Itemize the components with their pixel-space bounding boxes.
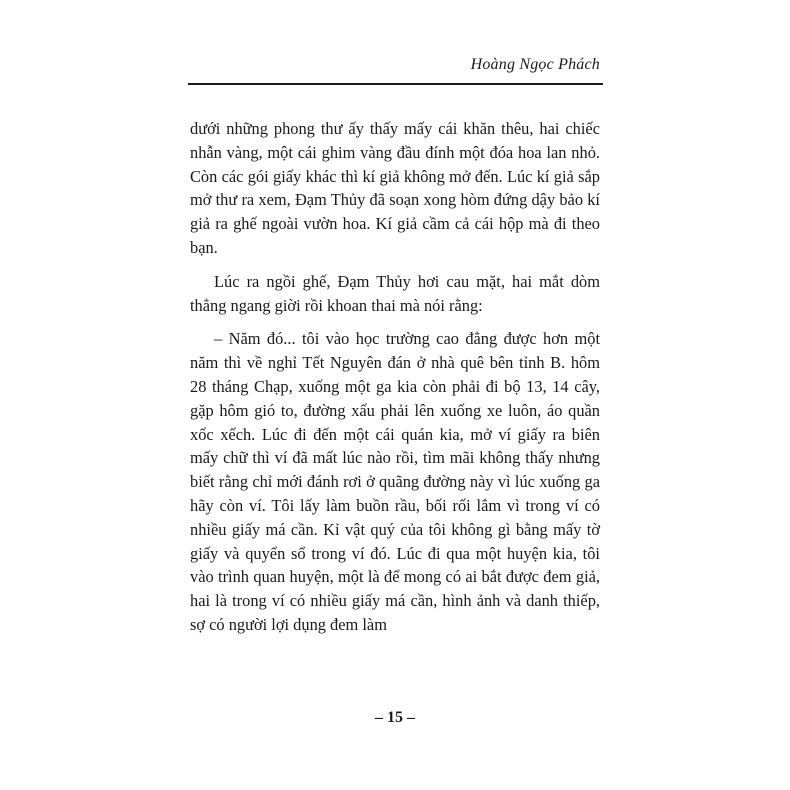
- header-rule: [188, 83, 603, 85]
- body-text: [190, 117, 600, 647]
- page-number: – 15 –: [375, 709, 415, 726]
- running-header-author: Hoàng Ngọc Phách: [470, 56, 600, 73]
- paragraph-3: – Năm đó... tôi vào học trường cao đẳng được hơn một năm thì về nghỉ Tết Nguyên đán ở nhà quê bên tỉnh B. hôm 28 tháng Chạp, xuống một ga kia còn phải đi bộ 13, 14 cây, gặp hôm gió to, đường xấu phải lên xuống xe luôn, áo quần xốc xếch. Lúc đi đến một cái quán kia, mở ví giấy ra biên mấy chữ thì ví đã mất lúc nào rồi, tìm mãi không thấy nhưng biết rằng chỉ mới đánh rơi ở quãng đường này vì lúc xuống ga hãy còn ví. Tôi lấy làm buồn rầu, bối rối lắm vì trong ví có nhiều giấy má cần. Kỉ vật quý của tôi không gì bằng mấy tờ giấy và quyển sổ trong ví đó. Lúc đi qua một huyện kia, tôi vào trình quan huyện, một là để mong có ai bắt được đem giả, hai là trong ví có nhiều giấy má cần, hình ảnh và danh thiếp, sợ có người lợi dụng đem làm: [190, 329, 600, 634]
- paragraph-1: dưới những phong thư ấy thấy mấy cái khăn thêu, hai chiếc nhẫn vàng, một cái ghim vàng đầu đính một đóa hoa lan nhỏ. Còn các gói giấy khác thì kí giả không mở đến. Lúc kí giả sắp mở thư ra xem, Đạm Thủy đã soạn xong hòm đứng dậy bảo kí giả ra ghế ngoài vườn hoa. Kí giả cầm cả cái hộp mà đi theo bạn.: [190, 119, 600, 257]
- paragraph-2: Lúc ra ngồi ghế, Đạm Thủy hơi cau mặt, hai mắt dòm thẳng ngang giời rồi khoan thai mà nói rằng:: [190, 271, 600, 315]
